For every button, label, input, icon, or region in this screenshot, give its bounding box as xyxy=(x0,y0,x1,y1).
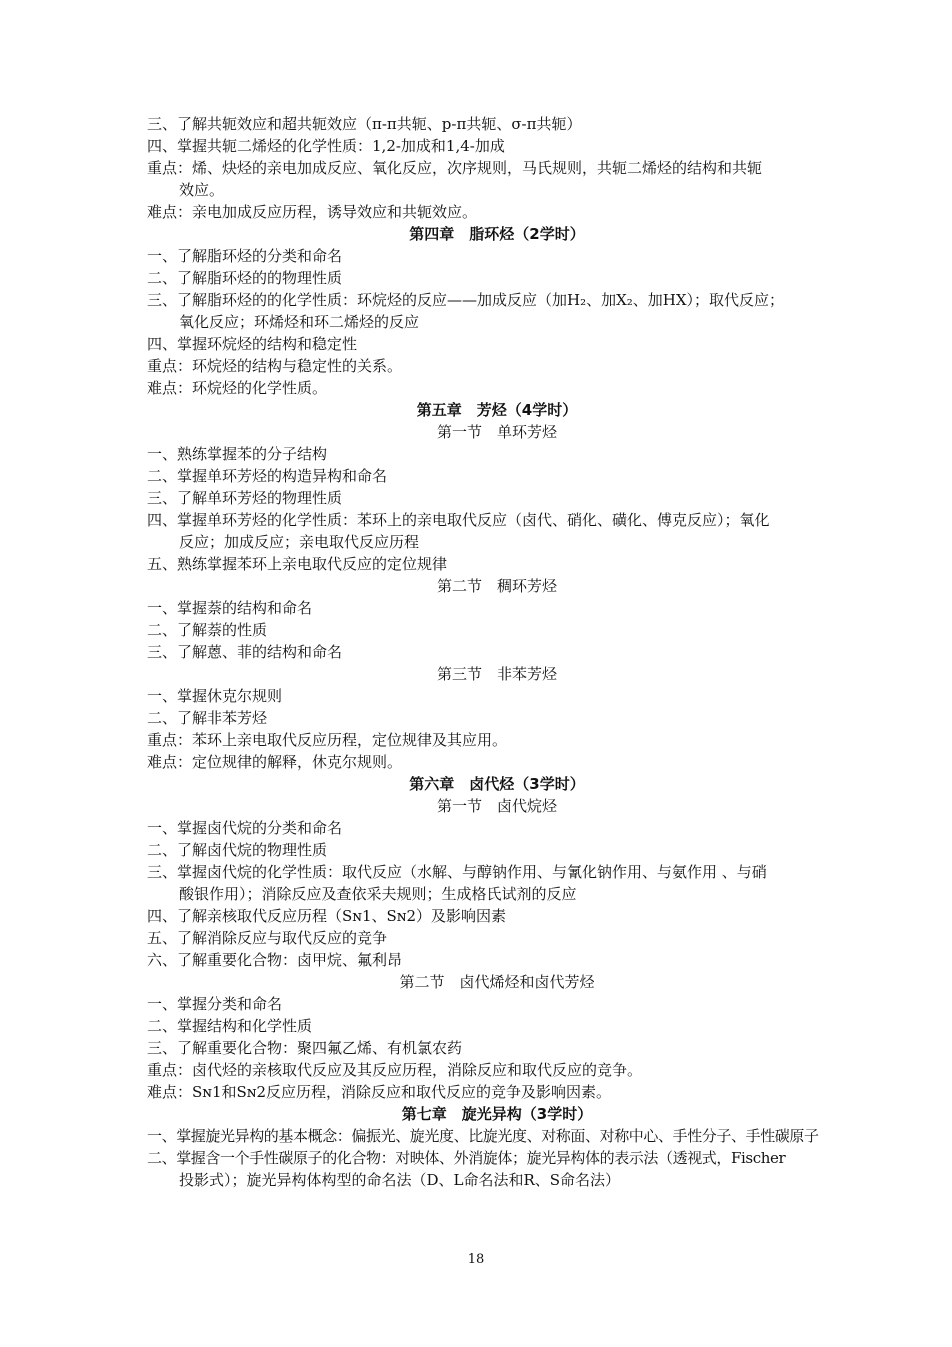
section-heading: 第一节 卤代烷烃 xyxy=(436,797,557,815)
body-line: 难点：环烷烃的化学性质。 xyxy=(147,379,328,397)
body-line: 五、了解消除反应与取代反应的竞争 xyxy=(147,929,388,947)
body-line: 重点：烯、炔烃的亲电加成反应、氧化反应，次序规则，马氏规则，共轭二烯烃的结构和共轭 xyxy=(147,159,763,177)
body-line: 四、掌握单环芳烃的化学性质：苯环上的亲电取代反应（卤代、硝化、磺化、傅克反应）；氧化 xyxy=(147,511,770,529)
body-line: 四、掌握共轭二烯烃的化学性质：1,2-加成和1,4-加成 xyxy=(147,137,505,155)
body-line: 重点：环烷烃的结构与稳定性的关系。 xyxy=(147,357,403,375)
continuation-line: 酸银作用）；消除反应及查依采夫规则；生成格氏试剂的反应 xyxy=(179,885,577,903)
continuation-line: 效应。 xyxy=(179,181,225,199)
body-line: 一、了解脂环烃的分类和命名 xyxy=(147,247,343,265)
body-line: 难点：定位规律的解释，休克尔规则。 xyxy=(147,753,403,771)
section-heading: 第一节 单环芳烃 xyxy=(436,423,557,441)
body-line: 三、了解蒽、菲的结构和命名 xyxy=(147,643,343,661)
body-line: 难点：亲电加成反应历程，诱导效应和共轭效应。 xyxy=(147,203,478,221)
body-line: 二、了解脂环烃的的物理性质 xyxy=(147,269,343,287)
body-line: 一、熟练掌握苯的分子结构 xyxy=(147,445,328,463)
body-line: 一、掌握旋光异构的基本概念：偏振光、旋光度、比旋光度、对称面、对称中心、手性分子、手性碳原子 xyxy=(147,1127,819,1145)
continuation-line: 反应；加成反应；亲电取代反应历程 xyxy=(179,533,420,551)
body-line: 三、了解共轭效应和超共轭效应（π-π共轭、p-π共轭、σ-π共轭） xyxy=(147,115,582,133)
body-line: 重点：卤代烃的亲核取代反应及其反应历程，消除反应和取代反应的竞争。 xyxy=(147,1061,643,1079)
chapter-heading: 第五章 芳烃（4学时） xyxy=(416,401,578,419)
section-heading: 第二节 稠环芳烃 xyxy=(436,577,557,595)
body-line: 二、掌握单环芳烃的构造异构和命名 xyxy=(147,467,388,485)
body-line: 三、了解单环芳烃的物理性质 xyxy=(147,489,343,507)
body-line: 二、了解非苯芳烃 xyxy=(147,709,268,727)
body-line: 二、了解卤代烷的物理性质 xyxy=(147,841,328,859)
chapter-heading: 第七章 旋光异构（3学时） xyxy=(401,1105,593,1123)
body-line: 难点：Sɴ1和Sɴ2反应历程，消除反应和取代反应的竞争及影响因素。 xyxy=(147,1083,612,1101)
continuation-line: 氧化反应；环烯烃和环二烯烃的反应 xyxy=(179,313,420,331)
section-heading: 第二节 卤代烯烃和卤代芳烃 xyxy=(399,973,595,991)
body-line: 六、了解重要化合物：卤甲烷、氟利昂 xyxy=(147,951,403,969)
chapter-heading: 第六章 卤代烃（3学时） xyxy=(409,775,585,793)
body-line: 四、掌握环烷烃的结构和稳定性 xyxy=(147,335,358,353)
page-number: 18 xyxy=(467,1252,485,1267)
body-line: 三、了解脂环烃的的化学性质：环烷烃的反应——加成反应（加H₂、加X₂、加HX）；取代反应； xyxy=(147,291,785,309)
page-body xyxy=(147,113,847,1191)
body-line: 一、掌握萘的结构和命名 xyxy=(147,599,313,617)
body-line: 一、掌握休克尔规则 xyxy=(147,687,283,705)
body-line: 一、掌握分类和命名 xyxy=(147,995,283,1013)
body-line: 二、掌握结构和化学性质 xyxy=(147,1017,313,1035)
body-line: 一、掌握卤代烷的分类和命名 xyxy=(147,819,343,837)
chapter-heading: 第四章 脂环烃（2学时） xyxy=(409,225,585,243)
body-line: 三、掌握卤代烷的化学性质：取代反应（水解、与醇钠作用、与氰化钠作用、与氨作用 、与硝 xyxy=(147,863,767,881)
section-heading: 第三节 非苯芳烃 xyxy=(436,665,557,683)
body-line: 二、掌握含一个手性碳原子的化合物：对映体、外消旋体；旋光异构体的表示法（透视式，Fischer xyxy=(147,1149,786,1167)
body-line: 四、了解亲核取代反应历程（Sɴ1、Sɴ2）及影响因素 xyxy=(147,907,507,925)
body-line: 三、了解重要化合物：聚四氟乙烯、有机氯农药 xyxy=(147,1039,463,1057)
body-line: 二、了解萘的性质 xyxy=(147,621,268,639)
body-line: 重点：苯环上亲电取代反应历程，定位规律及其应用。 xyxy=(147,731,508,749)
body-line: 五、熟练掌握苯环上亲电取代反应的定位规律 xyxy=(147,555,448,573)
continuation-line: 投影式）；旋光异构体构型的命名法（D、L命名法和R、S命名法） xyxy=(179,1171,621,1189)
